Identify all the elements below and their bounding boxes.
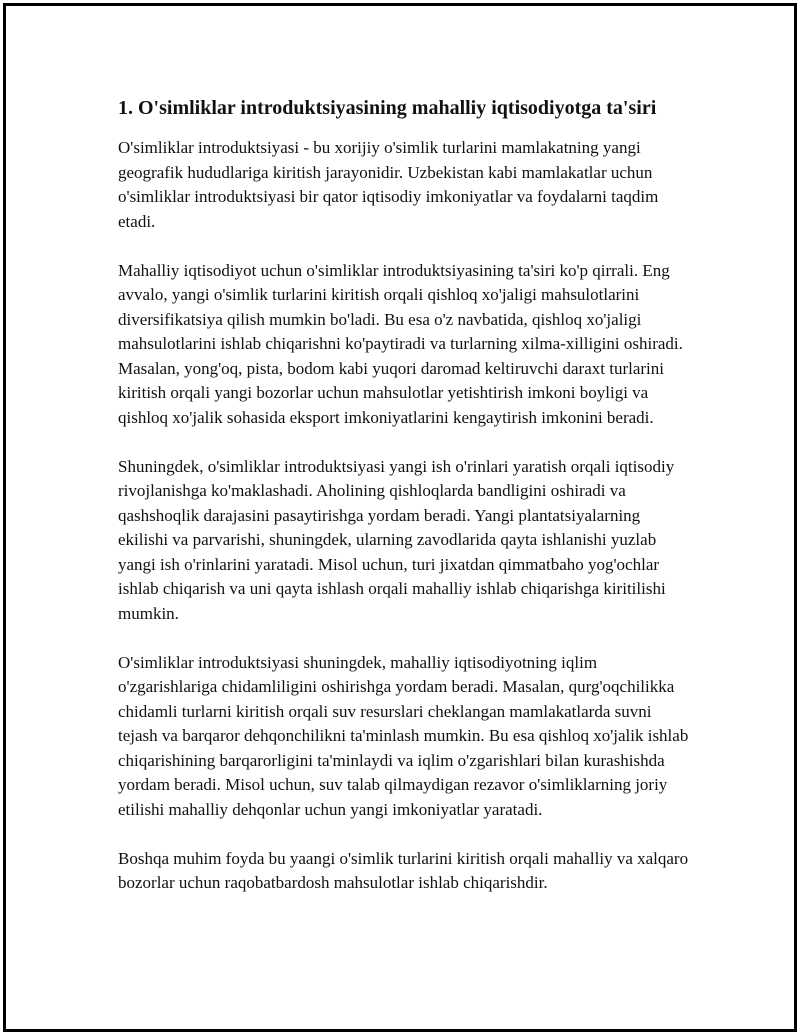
document-body <box>118 94 690 920</box>
paragraph-4: O'simliklar introduktsiyasi shuningdek, mahalliy iqtisodiyotning iqlim o'zgarishlariga chidamliligini oshirishga yordam beradi. Masalan, qurg'oqchilikka chidamli turlarni kiritish orqali suv resurslari cheklangan mamlakatlarda suvni tejash va barqaror dehqonchilikni ta'minlash mumkin. Bu esa qishloq xo'jalik ishlab chiqarishining barqarorligini ta'minlaydi va iqlim o'zgarishlari bilan kurashishda yordam beradi. Misol uchun, suv talab qilmaydigan rezavor o'simliklarning joriy etilishi mahalliy dehqonlar uchun yangi imkoniyatlar yaratadi. <box>118 652 689 819</box>
paragraph-2: Mahalliy iqtisodiyot uchun o'simliklar introduktsiyasining ta'siri ko'p qirrali. Eng avvalo, yangi o'simlik turlarini kiritish orqali qishloq xo'jaligi mahsulotlarini diversifikatsiya qilish mumkin bo'ladi. Bu esa o'z navbatida, qishloq xo'jaligi mahsulotlarini ishlab chiqarishni ko'paytiradi va turlarning xilma-xilligini oshiradi. Masalan, yong'oq, pista, bodom kabi yuqori daromad keltiruvchi daraxt turlarini kiritish orqali yangi bozorlar uchun mahsulotlar yetishtirish imkoni boyligi va qishloq xo'jalik sohasida eksport imkoniyatlarini kengaytirish imkonini beradi. <box>118 260 683 427</box>
paragraph-1: O'simliklar introduktsiyasi - bu xorijiy o'simlik turlarini mamlakatning yangi geografik hududlariga kiritish jarayonidir. Uzbekistan kabi mamlakatlar uchun o'simliklar introduktsiyasi bir qator iqtisodiy imkoniyatlar va foydalarni taqdim etadi. <box>118 138 659 231</box>
paragraph-5: Boshqa muhim foyda bu yaangi o'simlik turlarini kiritish orqali mahalliy va xalqaro bozorlar uchun raqobatbardosh mahsulotlar ishlab chiqarishdir. <box>118 848 689 892</box>
section-title: 1. O'simliklar introduktsiyasining mahalliy iqtisodiyotga ta'siri <box>118 97 657 119</box>
paragraph-3: Shuningdek, o'simliklar introduktsiyasi yangi ish o'rinlari yaratish orqali iqtisodiy rivojlanishga ko'maklashadi. Aholining qishloqlarda bandligini oshiradi va qashshoqlik darajasini pasaytirishga yordam beradi. Yangi plantatsiyalarning ekilishi va parvarishi, shuningdek, ularning zavodlarida qayta ishlanishi yuzlab yangi ish o'rinlarini yaratadi. Misol uchun, turi jixatdan qimmatbaho yog'ochlar ishlab chiqarish va uni qayta ishlash orqali mahalliy ishlab chiqarishga kiritilishi mumkin. <box>118 456 675 623</box>
